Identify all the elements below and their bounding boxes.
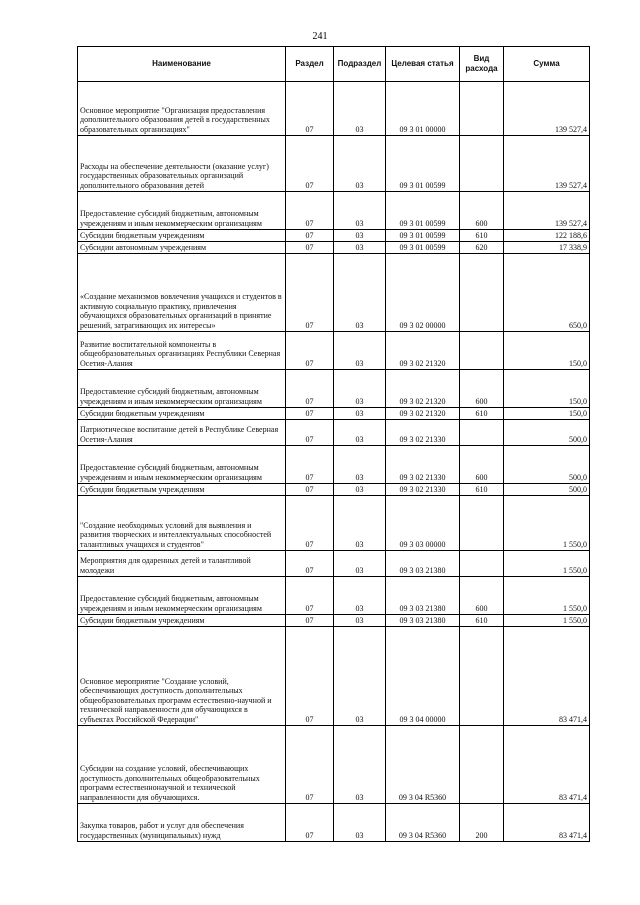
- cell-expense-type: 610: [460, 230, 504, 242]
- cell-name: «Создание механизмов вовлечения учащихся и студентов в активную социальную практику, привлечения обучающихся образовательных организаций в принятие решений, затрагивающих их интересы»: [78, 254, 286, 332]
- table-row: [78, 242, 590, 254]
- table-row: [78, 408, 590, 420]
- cell-expense-type: [460, 136, 504, 192]
- header-name: Наименование: [78, 47, 286, 82]
- cell-name: Субсидии автономным учреждениям: [78, 242, 286, 254]
- cell-sum: 83 471,4: [504, 627, 590, 726]
- cell-target-article: 09 3 02 21320: [386, 408, 460, 420]
- cell-razdel: 07: [286, 136, 334, 192]
- cell-expense-type: [460, 82, 504, 136]
- cell-sum: 1 550,0: [504, 496, 590, 551]
- cell-razdel: 07: [286, 551, 334, 577]
- cell-target-article: 09 3 02 21320: [386, 332, 460, 370]
- cell-target-article: 09 3 02 21320: [386, 370, 460, 408]
- cell-name: Субсидии на создание условий, обеспечивающих доступность дополнительных общеобразовательных программ естественнонаучной и технической направленности для обучающихся.: [78, 726, 286, 804]
- cell-expense-type: [460, 420, 504, 446]
- cell-expense-type: [460, 627, 504, 726]
- cell-target-article: 09 3 02 00000: [386, 254, 460, 332]
- cell-podrazdel: 03: [334, 420, 386, 446]
- cell-razdel: 07: [286, 446, 334, 484]
- cell-sum: 83 471,4: [504, 726, 590, 804]
- table-row: [78, 484, 590, 496]
- cell-podrazdel: 03: [334, 551, 386, 577]
- cell-target-article: 09 3 02 21330: [386, 420, 460, 446]
- table-row: [78, 726, 590, 804]
- cell-razdel: 07: [286, 804, 334, 842]
- cell-podrazdel: 03: [334, 627, 386, 726]
- cell-name: Предоставление субсидий бюджетным, автономным учреждениям и иным некоммерческим организациям: [78, 370, 286, 408]
- cell-expense-type: 610: [460, 484, 504, 496]
- table-row: [78, 551, 590, 577]
- cell-razdel: 07: [286, 254, 334, 332]
- cell-podrazdel: 03: [334, 446, 386, 484]
- cell-expense-type: 200: [460, 804, 504, 842]
- cell-sum: 500,0: [504, 446, 590, 484]
- cell-sum: 122 188,6: [504, 230, 590, 242]
- header-sum: Сумма: [504, 47, 590, 82]
- table-row: [78, 230, 590, 242]
- cell-razdel: 07: [286, 408, 334, 420]
- cell-target-article: 09 3 04 R5360: [386, 804, 460, 842]
- cell-podrazdel: 03: [334, 82, 386, 136]
- cell-name: Развитие воспитательной компоненты в общеобразовательных организациях Республики Северная Осетия-Алания: [78, 332, 286, 370]
- cell-sum: 1 550,0: [504, 551, 590, 577]
- cell-expense-type: [460, 496, 504, 551]
- cell-target-article: 09 3 03 21380: [386, 615, 460, 627]
- cell-target-article: 09 3 04 00000: [386, 627, 460, 726]
- cell-podrazdel: 03: [334, 484, 386, 496]
- cell-razdel: 07: [286, 332, 334, 370]
- cell-target-article: 09 3 02 21330: [386, 446, 460, 484]
- cell-target-article: 09 3 01 00599: [386, 230, 460, 242]
- table-row: [78, 370, 590, 408]
- cell-sum: 150,0: [504, 332, 590, 370]
- cell-sum: 139 527,4: [504, 82, 590, 136]
- table-row: [78, 82, 590, 136]
- cell-expense-type: [460, 254, 504, 332]
- cell-name: Субсидии бюджетным учреждениям: [78, 408, 286, 420]
- cell-expense-type: [460, 551, 504, 577]
- cell-razdel: 07: [286, 82, 334, 136]
- header-razdel: Раздел: [286, 47, 334, 82]
- cell-name: Субсидии бюджетным учреждениям: [78, 615, 286, 627]
- table-row: [78, 804, 590, 842]
- table-row: [78, 446, 590, 484]
- cell-target-article: 09 3 01 00599: [386, 136, 460, 192]
- cell-razdel: 07: [286, 192, 334, 230]
- cell-podrazdel: 03: [334, 804, 386, 842]
- cell-name: Мероприятия для одаренных детей и талантливой молодежи: [78, 551, 286, 577]
- cell-razdel: 07: [286, 242, 334, 254]
- cell-expense-type: 610: [460, 615, 504, 627]
- table-row: [78, 627, 590, 726]
- cell-razdel: 07: [286, 420, 334, 446]
- table-row: [78, 496, 590, 551]
- cell-target-article: 09 3 03 00000: [386, 496, 460, 551]
- cell-podrazdel: 03: [334, 242, 386, 254]
- cell-podrazdel: 03: [334, 577, 386, 615]
- table-row: [78, 192, 590, 230]
- cell-razdel: 07: [286, 230, 334, 242]
- cell-expense-type: 620: [460, 242, 504, 254]
- table-row: [78, 254, 590, 332]
- cell-name: Предоставление субсидий бюджетным, автономным учреждениям и иным некоммерческим организациям: [78, 192, 286, 230]
- cell-name: "Создание необходимых условий для выявления и развития творческих и интеллектуальных способностей талантливых учащихся и студентов": [78, 496, 286, 551]
- cell-target-article: 09 3 02 21330: [386, 484, 460, 496]
- table-header: [78, 47, 590, 82]
- cell-target-article: 09 3 03 21380: [386, 577, 460, 615]
- cell-name: Субсидии бюджетным учреждениям: [78, 230, 286, 242]
- cell-sum: 500,0: [504, 484, 590, 496]
- table-row: [78, 332, 590, 370]
- cell-name: Основное мероприятие "Организация предоставления дополнительного образования детей в государственных образовательных организациях": [78, 82, 286, 136]
- cell-target-article: 09 3 01 00599: [386, 192, 460, 230]
- cell-expense-type: 600: [460, 370, 504, 408]
- cell-podrazdel: 03: [334, 726, 386, 804]
- cell-name: Основное мероприятие "Создание условий, обеспечивающих доступность дополнительных общеобразовательных программ естественно-научной и технической направленности для обучающихся в субъектах Российской Федерации": [78, 627, 286, 726]
- table-row: [78, 136, 590, 192]
- cell-podrazdel: 03: [334, 136, 386, 192]
- cell-razdel: 07: [286, 496, 334, 551]
- cell-name: Закупка товаров, работ и услуг для обеспечения государственных (муниципальных) нужд: [78, 804, 286, 842]
- cell-podrazdel: 03: [334, 370, 386, 408]
- cell-razdel: 07: [286, 484, 334, 496]
- cell-target-article: 09 3 04 R5360: [386, 726, 460, 804]
- cell-razdel: 07: [286, 577, 334, 615]
- cell-name: Патриотическое воспитание детей в Республике Северная Осетия-Алания: [78, 420, 286, 446]
- header-podrazdel: Подраздел: [334, 47, 386, 82]
- cell-podrazdel: 03: [334, 254, 386, 332]
- cell-target-article: 09 3 01 00000: [386, 82, 460, 136]
- cell-sum: 17 338,9: [504, 242, 590, 254]
- cell-podrazdel: 03: [334, 496, 386, 551]
- header-expense-type: Вид расхода: [460, 47, 504, 82]
- table-row: [78, 577, 590, 615]
- cell-expense-type: 600: [460, 446, 504, 484]
- header-target-article: Целевая статья: [386, 47, 460, 82]
- cell-name: Субсидии бюджетным учреждениям: [78, 484, 286, 496]
- cell-sum: 139 527,4: [504, 136, 590, 192]
- page-number: 241: [312, 31, 328, 42]
- cell-sum: 500,0: [504, 420, 590, 446]
- cell-target-article: 09 3 03 21380: [386, 551, 460, 577]
- cell-expense-type: 600: [460, 192, 504, 230]
- cell-name: Предоставление субсидий бюджетным, автономным учреждениям и иным некоммерческим организациям: [78, 446, 286, 484]
- cell-expense-type: 610: [460, 408, 504, 420]
- cell-expense-type: [460, 332, 504, 370]
- cell-sum: 150,0: [504, 408, 590, 420]
- table-row: [78, 420, 590, 446]
- cell-podrazdel: 03: [334, 192, 386, 230]
- cell-name: Расходы на обеспечение деятельности (оказание услуг) государственных образовательных организаций дополнительного образования детей: [78, 136, 286, 192]
- cell-expense-type: [460, 726, 504, 804]
- cell-sum: 139 527,4: [504, 192, 590, 230]
- cell-podrazdel: 03: [334, 615, 386, 627]
- cell-podrazdel: 03: [334, 408, 386, 420]
- cell-podrazdel: 03: [334, 332, 386, 370]
- cell-target-article: 09 3 01 00599: [386, 242, 460, 254]
- cell-sum: 1 550,0: [504, 615, 590, 627]
- cell-sum: 83 471,4: [504, 804, 590, 842]
- budget-table: [77, 46, 590, 842]
- cell-sum: 150,0: [504, 370, 590, 408]
- cell-razdel: 07: [286, 726, 334, 804]
- cell-sum: 1 550,0: [504, 577, 590, 615]
- cell-razdel: 07: [286, 370, 334, 408]
- cell-sum: 650,0: [504, 254, 590, 332]
- table-body: [78, 82, 590, 842]
- cell-expense-type: 600: [460, 577, 504, 615]
- cell-name: Предоставление субсидий бюджетным, автономным учреждениям и иным некоммерческим организациям: [78, 577, 286, 615]
- cell-razdel: 07: [286, 615, 334, 627]
- table-row: [78, 615, 590, 627]
- cell-razdel: 07: [286, 627, 334, 726]
- cell-podrazdel: 03: [334, 230, 386, 242]
